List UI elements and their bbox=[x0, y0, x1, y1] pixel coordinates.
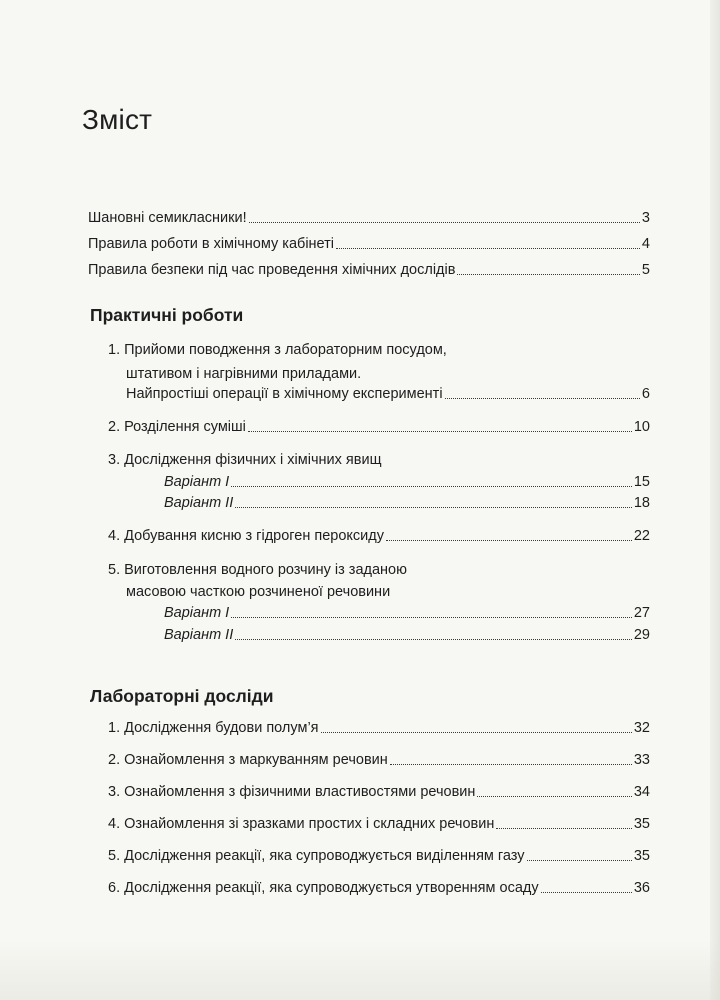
toc-entry-text: Варіант ІІ bbox=[164, 627, 234, 643]
toc-entry bbox=[108, 783, 650, 801]
toc-entry-text: 5. Дослідження реакції, яка супроводжується виділенням газу bbox=[108, 848, 525, 864]
page-shadow bbox=[0, 940, 720, 1000]
page-title: Зміст bbox=[82, 104, 153, 135]
toc-entry-text: Шановні семикласники! bbox=[88, 210, 247, 226]
toc-entry-text: масовою часткою розчиненої речовини bbox=[126, 584, 391, 600]
toc-page-number: 29 bbox=[633, 627, 650, 643]
toc-entry-text: 4. Добування кисню з гідроген пероксиду bbox=[108, 528, 384, 544]
toc-entry bbox=[108, 751, 650, 769]
toc-entry-text: 3. Ознайомлення з фізичними властивостями речовин bbox=[108, 784, 476, 800]
toc-page-number: 27 bbox=[633, 605, 650, 621]
section-heading-practical: Практичні роботи bbox=[90, 305, 244, 325]
toc-page-number: 10 bbox=[633, 419, 650, 435]
toc-page-number: 3 bbox=[641, 210, 650, 226]
toc-page-number: 6 bbox=[641, 386, 650, 402]
toc-page-number: 15 bbox=[633, 474, 650, 490]
toc-entry-text: Варіант І bbox=[164, 474, 230, 490]
toc-leader bbox=[390, 764, 632, 765]
toc-leader bbox=[249, 222, 640, 223]
toc-leader bbox=[321, 732, 632, 733]
toc-leader bbox=[336, 248, 640, 249]
toc-leader bbox=[231, 617, 632, 618]
toc-entry-text: 5. Виготовлення водного розчину із заданою bbox=[108, 562, 407, 578]
toc-page-number: 35 bbox=[633, 848, 650, 864]
toc-leader bbox=[235, 639, 632, 640]
toc-page-number: 18 bbox=[633, 495, 650, 511]
toc-entry bbox=[108, 418, 650, 436]
toc-entry-text: 2. Розділення суміші bbox=[108, 419, 246, 435]
toc-leader bbox=[496, 828, 631, 829]
toc-page-number: 22 bbox=[633, 528, 650, 544]
toc-leader bbox=[235, 507, 632, 508]
toc-entry bbox=[88, 261, 650, 279]
toc-entry-text: 1. Дослідження будови полум’я bbox=[108, 720, 319, 736]
toc-page-number: 33 bbox=[633, 752, 650, 768]
toc-entry-text: Варіант ІІ bbox=[164, 495, 234, 511]
toc-page-number: 35 bbox=[633, 816, 650, 832]
toc-entry-text: 6. Дослідження реакції, яка супроводжується утворенням осаду bbox=[108, 880, 539, 896]
toc-entry-text: 3. Дослідження фізичних і хімічних явищ bbox=[108, 452, 382, 468]
toc-entry-text: 2. Ознайомлення з маркуванням речовин bbox=[108, 752, 388, 768]
toc-leader bbox=[477, 796, 631, 797]
toc-leader bbox=[457, 274, 640, 275]
toc-entry bbox=[126, 385, 650, 403]
toc-entry bbox=[164, 473, 650, 491]
toc-entry-text: 4. Ознайомлення зі зразками простих і складних речовин bbox=[108, 816, 495, 832]
toc-entry-text: Правила безпеки під час проведення хімічних дослідів bbox=[88, 262, 456, 278]
toc-leader bbox=[248, 431, 632, 432]
toc-leader bbox=[445, 398, 640, 399]
toc-entry-text: Правила роботи в хімічному кабінеті bbox=[88, 236, 334, 252]
toc-entry-text: 1. Прийоми поводження з лабораторним посудом, bbox=[108, 342, 447, 358]
toc-entry bbox=[108, 815, 650, 833]
toc-entry bbox=[88, 209, 650, 227]
toc-page-number: 32 bbox=[633, 720, 650, 736]
toc-page-number: 4 bbox=[641, 236, 650, 252]
toc-entry bbox=[108, 847, 650, 865]
toc-leader bbox=[541, 892, 632, 893]
toc-entry bbox=[164, 626, 650, 644]
toc-entry bbox=[108, 879, 650, 897]
toc-entry bbox=[164, 494, 650, 512]
page-edge bbox=[710, 0, 720, 1000]
toc-entry bbox=[164, 604, 650, 622]
section-heading-lab: Лабораторні досліди bbox=[90, 686, 274, 706]
toc-entry-text: штативом і нагрівними приладами. bbox=[126, 366, 362, 382]
toc-page-number: 5 bbox=[641, 262, 650, 278]
toc-entry bbox=[108, 527, 650, 545]
toc-entry bbox=[108, 719, 650, 737]
toc-leader bbox=[386, 540, 632, 541]
toc-entry bbox=[88, 235, 650, 253]
toc-leader bbox=[231, 486, 632, 487]
toc-entry-text: Варіант І bbox=[164, 605, 230, 621]
toc-page-number: 34 bbox=[633, 784, 650, 800]
toc-entry-text: Найпростіші операції в хімічному експерименті bbox=[126, 386, 443, 402]
toc-page-number: 36 bbox=[633, 880, 650, 896]
toc-leader bbox=[527, 860, 632, 861]
